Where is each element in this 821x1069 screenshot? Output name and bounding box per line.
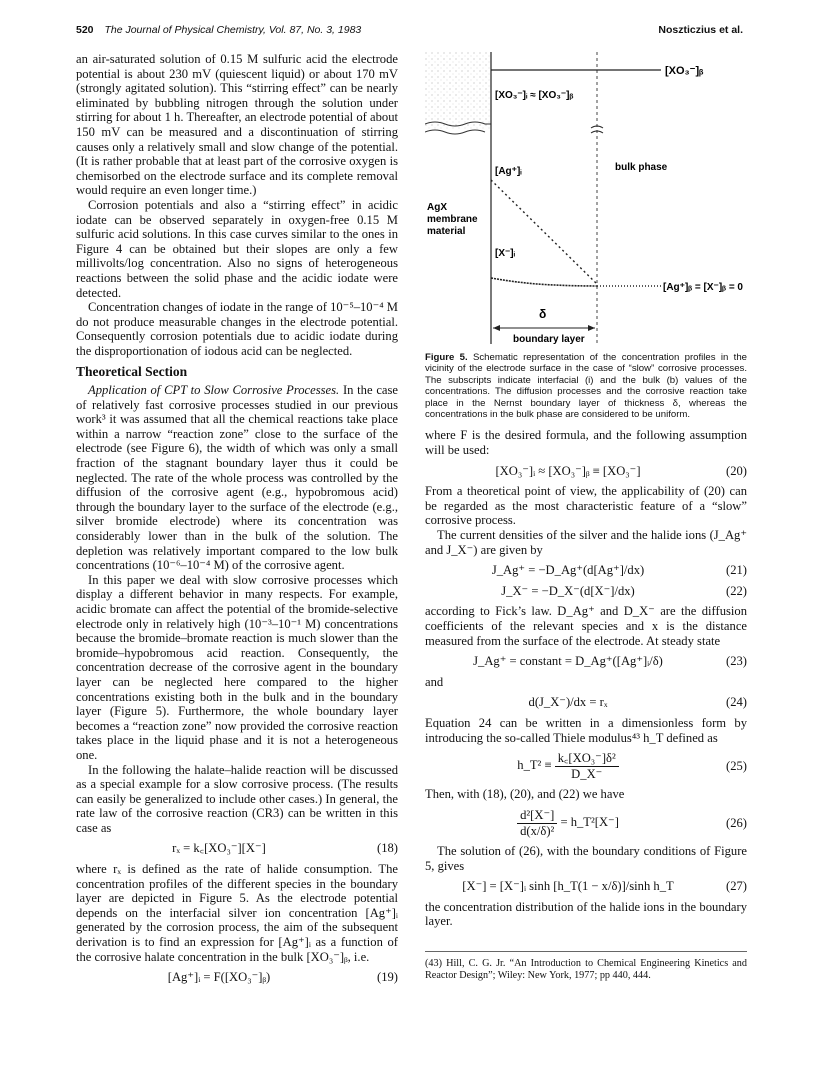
label-bulk-zero: [Ag⁺]ᵦ = [X⁻]ᵦ = 0 bbox=[663, 282, 743, 293]
paragraph-text: In the case of relatively fast corrosive processes studied in our previous work³ it was assumed that all the chemical reactions take place within a narrow “reaction zone” close to the surface of the electrode (see Figure 6), the width of which was only a small fraction of the stagnant boundary layer thus it could be neglected. The rate of the whole process was controlled by the diffusion of the corrosive agent (e.g., hypobromous acid) through the boundary layer to the surface of the electrode (e.g., silver bromide electrode) where its concentration was considerably lower than in the bulk of the solution. The depletion was relatively important compared to the low bulk concentrations (10⁻⁶–10⁻⁴ M) of the corrosive agent. bbox=[76, 383, 398, 573]
paragraph: The solution of (26), with the boundary conditions of Figure 5, gives bbox=[425, 844, 747, 873]
fraction: $\frac{\text{d²[X⁻]}}{\text{d(x/δ)²}}$ bbox=[517, 808, 557, 838]
paragraph: Then, with (18), (20), and (22) we have bbox=[425, 787, 625, 802]
equation-22: J_X⁻ = −D_X⁻(d[X⁻]/dx) (22) bbox=[501, 583, 747, 598]
fraction: $\frac{\text{k꜀[XO₃⁻]δ²}}{D\_X^-}$ bbox=[555, 751, 619, 781]
equation-24: d(J_X⁻)/dx = rₓ (24) bbox=[528, 695, 747, 710]
label-x-interfacial: [X⁻]ᵢ bbox=[495, 248, 516, 259]
equation-19: [Ag⁺]ᵢ = F([XO₃⁻]ᵦ) (19) bbox=[167, 970, 398, 985]
label-delta: δ bbox=[539, 307, 547, 321]
journal-citation: The Journal of Physical Chemistry, Vol. 87, No. 3, 1983 bbox=[104, 24, 362, 36]
concentration-profile-diagram bbox=[425, 52, 747, 344]
x-profile-curve bbox=[491, 278, 597, 286]
paragraph: and bbox=[425, 674, 444, 689]
paragraph: In the following the halate–halide reaction will be discussed as a special example for a slow corrosive process. (The results can easily be generalized to include other cases.) In general, the rate law of the corrosive reaction (CR3) can be written in this case as bbox=[76, 762, 398, 835]
ag-profile-curve bbox=[491, 180, 597, 284]
equation-18: rₓ = k꜀[XO₃⁻][X⁻] (18) bbox=[172, 841, 398, 856]
paragraph bbox=[76, 383, 398, 573]
label-xo3-equal: [XO₃⁻]ᵢ ≈ [XO₃⁻]ᵦ bbox=[495, 90, 574, 101]
label-bulk-phase: bulk phase bbox=[615, 162, 668, 173]
section-heading: Theoretical Section bbox=[76, 364, 188, 380]
paragraph: From a theoretical point of view, the applicability of (20) can be regarded as the most characteristic feature of a “slow” corrosive process. bbox=[425, 484, 747, 528]
label-boundary-layer: boundary layer bbox=[513, 334, 585, 344]
subsection-title: Application of CPT to Slow Corrosive Processes. bbox=[88, 383, 340, 398]
equation-26: $\frac{\text{d²[X⁻]}}{\text{d(x/δ)²}}$ = h_T²[X⁻] (26) bbox=[425, 808, 747, 838]
arrow-head-left bbox=[493, 325, 500, 331]
paragraph: The current densities of the silver and the halide ions (J_Ag⁺ and J_X⁻) are given by bbox=[425, 528, 747, 557]
paragraph: the concentration distribution of the halide ions in the boundary layer. bbox=[425, 899, 747, 929]
equation-23: J_Ag⁺ = constant = D_Ag⁺([Ag⁺]ᵢ/δ) (23) bbox=[473, 654, 747, 669]
paragraph: according to Fick’s law. D_Ag⁺ and D_X⁻ are the diffusion coefficients of the relevant species and x is the distance measured from the surface of the electrode. At steady state bbox=[425, 604, 747, 648]
equation-25: h_T² ≡ $\frac{\text{k꜀[XO₃⁻]δ²}}{D\_X^-}$ (25) bbox=[517, 751, 747, 781]
equation-27: [X⁻] = [X⁻]ᵢ sinh [h_T(1 − x/δ)]/sinh h_T (27) bbox=[462, 879, 747, 894]
label-membrane: membrane bbox=[427, 214, 478, 225]
figure-caption: Figure 5. Schematic representation of the concentration profiles in the vicinity of the electrode surface in the case of “slow” corrosive processes. The subscripts indicate interfacial (i) and the bulk (b) values of the concentrations. The diffusion processes and the corrosive reaction take place in the Nernst boundary layer of thickness δ, whereas the concentrations in the bulk phase are considered to be uniform. bbox=[425, 352, 747, 421]
left-column bbox=[76, 52, 398, 991]
label-xo3-bulk: [XO₃⁻]ᵦ bbox=[665, 65, 704, 77]
paragraph: an air-saturated solution of 0.15 M sulfuric acid the electrode potential is about 230 mV (quiescent liquid) or about 170 mV (strongly agitated solution). This “stirring effect” can be nearly eliminated by bubbling nitrogen through the solution under stirring for about 1 h. Thereafter, an electrode potential of about 150 mV can be measured and a discontinuation of stirring causes only a relatively small and slow change of the potential. (It is rather probable that at least part of the corrosive oxygen is chemisorbed on the electrode surface and its complete removal would require an even longer time.) bbox=[76, 52, 398, 198]
equation-21: J_Ag⁺ = −D_Ag⁺(d[Ag⁺]/dx) (21) bbox=[491, 563, 747, 578]
figure-5 bbox=[425, 52, 747, 344]
paragraph: where rₓ is defined as the rate of halide consumption. The concentration profiles of the different species in the boundary layer are depicted in Figure 5. As the electrode potential depends on the interfacial silver ion concentration [Ag⁺]ᵢ generated by the corrosion process, the aim of the subsequent derivation is to find an expression for [Ag⁺]ᵢ as a function of the corrosive halate concentration in the bulk [XO₃⁻]ᵦ, i.e. bbox=[76, 862, 398, 964]
membrane-texture bbox=[425, 52, 491, 130]
footnote-43: (43) Hill, C. G. Jr. “An Introduction to Chemical Engineering Kinetics and Reactor Design”; Wiley: New York, 1977; pp 440, 444. bbox=[425, 951, 747, 982]
label-agx: AgX bbox=[427, 202, 447, 213]
arrow-head-right bbox=[588, 325, 595, 331]
paragraph: where F is the desired formula, and the following assumption will be used: bbox=[425, 428, 747, 458]
paragraph: In this paper we deal with slow corrosive processes which display a different behavior in many respects. For example, acidic bromate can affect the potential of the bromide-selective electrode only in relatively high (10⁻³–10⁻¹ M) concentrations because the bromide–bromate reaction is much slower than the bromide–hypobromous acid reaction. Consequently, the concentration decrease of the corrosive agent in the boundary layer can be neglected here compared to the higher concentrations existing both in the bulk and in the boundary layer (Figure 5). Furthermore, the whole boundary layer becomes a “reaction zone” now provided the corrosive reaction takes place in the liquid phase and it is not a heterogeneous one. bbox=[76, 572, 398, 762]
paragraph: Corrosion potentials and also a “stirring effect” in acidic iodate can be observed separately in oxygen-free 0.15 M sulfuric acid solutions. In this case curves similar to the ones in Figure 4 can be obtained but their slopes are only a few millivolts/log concentration. Also no signs of heterogeneous reactions between the solid phase and the acidic iodate were detected. bbox=[76, 197, 398, 300]
paragraph: Equation 24 can be written in a dimensionless form by introducing the so-called Thiele modulus⁴³ h_T defined as bbox=[425, 715, 747, 745]
paragraph: Concentration changes of iodate in the range of 10⁻⁵–10⁻⁴ M do not produce measurable changes in the electrode potential. Consequently corrosion potentials due to acidic iodate during the disproportionation of iodous acid can be neglected. bbox=[76, 300, 398, 358]
page-number: 520 bbox=[76, 24, 94, 36]
equation-20: [XO₃⁻]ᵢ ≈ [XO₃⁻]ᵦ ≡ [XO₃⁻] (20) bbox=[495, 463, 747, 478]
membrane-edge bbox=[425, 130, 485, 134]
right-column bbox=[425, 52, 747, 982]
author-header: Noszticzius et al. bbox=[658, 24, 743, 36]
label-material: material bbox=[427, 226, 466, 237]
label-ag-interfacial: [Ag⁺]ᵢ bbox=[495, 166, 522, 177]
running-header bbox=[76, 24, 361, 36]
